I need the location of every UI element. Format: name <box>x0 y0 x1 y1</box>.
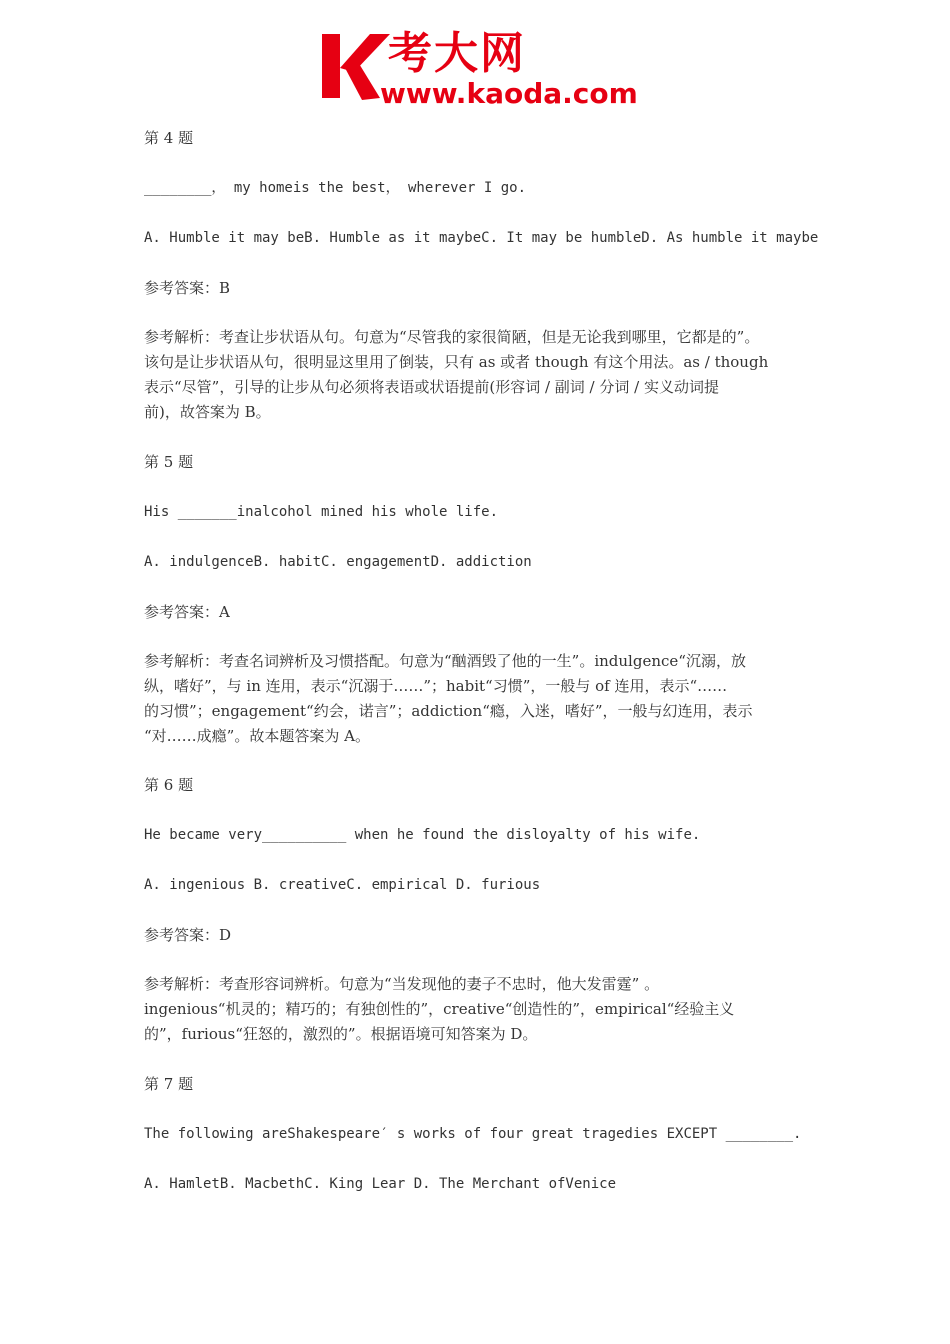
question-4-stem: ________， my homeis the best， wherever I go. <box>144 180 527 196</box>
explanation-line: 参考解析：考查名词辨析及习惯搭配。句意为“酗酒毁了他的一生”。indulgence“沉溺，放 <box>144 652 746 670</box>
logo-brand-text: 考大网 <box>388 28 526 79</box>
question-6-options: A. ingenious B. creativeC. empirical D. furious <box>144 877 541 893</box>
question-5-options: A. indulgenceB. habitC. engagementD. addiction <box>144 554 532 570</box>
logo-url-text: www.kaoda.com <box>380 77 638 110</box>
question-7-options: A. HamletB. MacbethC. King Lear D. The Merchant ofVenice <box>144 1176 617 1192</box>
explanation-line: “对……成瘾”。故本题答案为 A。 <box>144 727 370 745</box>
question-7-stem: The following areShakespeare′ s works of four great tragedies EXCEPT ________. <box>144 1126 802 1142</box>
question-4-answer: 参考答案：B <box>144 279 231 297</box>
explanation-line: 纵，嗜好”，与 in 连用，表示“沉溺于……”；habit“习惯”，一般与 of 连用，表示“…… <box>144 677 728 695</box>
kaoda-logo[interactable] <box>318 28 638 112</box>
question-4-number: 第 4 题 <box>144 129 194 147</box>
explanation-line: 参考解析：考查形容词辨析。句意为“当发现他的妻子不忠时，他大发雷霆” 。 <box>144 975 660 993</box>
explanation-line: 的习惯”；engagement“约会，诺言”；addiction“瘾，入迷，嗜好”，一般与幻连用，表示 <box>144 702 753 720</box>
question-5-stem: His _______inalcohol mined his whole life. <box>144 504 499 520</box>
explanation-line: 表示“尽管”，引导的让步从句必须将表语或状语提前(形容词 / 副词 / 分词 / 实义动词提 <box>144 378 719 396</box>
explanation-line: 的”，furious“狂怒的，激烈的”。根据语境可知答案为 D。 <box>144 1025 538 1043</box>
question-5-explanation <box>144 649 809 749</box>
question-6-answer: 参考答案：D <box>144 926 232 944</box>
explanation-line: 前)，故答案为 B。 <box>144 403 271 421</box>
question-5-answer: 参考答案：A <box>144 603 230 621</box>
explanation-line: 该句是让步状语从句，很明显这里用了倒装，只有 as 或者 though 有这个用法。as / though <box>144 353 769 371</box>
explanation-line: ingenious“机灵的；精巧的；有独创性的”，creative“创造性的”，empirical“经验主义 <box>144 1000 735 1018</box>
question-4-explanation <box>144 325 809 425</box>
question-7-number: 第 7 题 <box>144 1075 194 1093</box>
question-6-number: 第 6 题 <box>144 776 194 794</box>
question-5-number: 第 5 题 <box>144 453 194 471</box>
question-4-options: A. Humble it may beB. Humble as it maybeC. It may be humbleD. As humble it maybe <box>144 230 819 246</box>
explanation-line: 参考解析：考查让步状语从句。句意为“尽管我的家很简陋，但是无论我到哪里，它都是的”。 <box>144 328 760 346</box>
question-6-explanation <box>144 972 809 1047</box>
question-6-stem: He became very__________ when he found the disloyalty of his wife. <box>144 827 701 843</box>
